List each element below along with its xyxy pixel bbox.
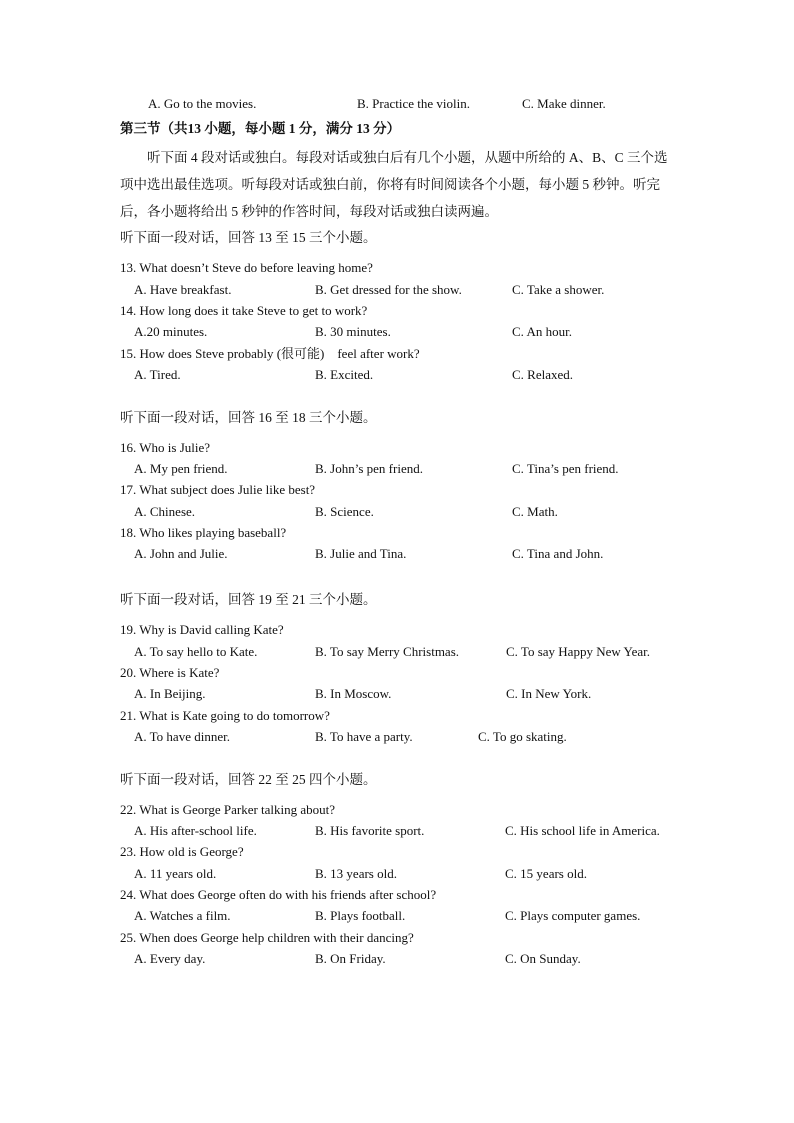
- question: 17. What subject does Julie like best?: [120, 482, 316, 497]
- option-b: B. John’s pen friend.: [315, 461, 423, 476]
- option-c: C. To say Happy New Year.: [506, 644, 651, 659]
- group-intro: 听下面一段对话，回答 16 至 18 三个小题。: [120, 410, 377, 425]
- option-c: C. 15 years old.: [505, 866, 587, 881]
- option-b: B. To say Merry Christmas.: [315, 644, 460, 659]
- question: 23. How old is George?: [120, 844, 244, 859]
- option-c: C. Plays computer games.: [505, 908, 641, 923]
- question: 20. Where is Kate?: [120, 665, 220, 680]
- question: 25. When does George help children with their dancing?: [120, 930, 414, 945]
- question: 24. What does George often do with his friends after school?: [120, 887, 437, 902]
- option-b: B. Julie and Tina.: [315, 546, 407, 561]
- option-a: A. Chinese.: [134, 504, 196, 519]
- option-c: C. Make dinner.: [522, 96, 606, 111]
- section-heading: 第三节（共13 小题，每小题 1 分，满分 13 分）: [120, 121, 401, 136]
- option-b: B. On Friday.: [315, 951, 386, 966]
- option-b: B. In Moscow.: [315, 686, 392, 701]
- question: 19. Why is David calling Kate?: [120, 622, 284, 637]
- question: 13. What doesn’t Steve do before leaving home?: [120, 260, 373, 275]
- option-a: A. 11 years old.: [134, 866, 217, 881]
- option-b: B. Excited.: [315, 367, 374, 382]
- option-c: C. Take a shower.: [512, 282, 605, 297]
- option-b: B. Practice the violin.: [357, 96, 471, 111]
- option-a: A. To have dinner.: [134, 729, 230, 744]
- option-b: B. Get dressed for the show.: [315, 282, 462, 297]
- section-instructions: 听下面 4 段对话或独白。每段对话或独白后有几个小题，从题中所给的 A、B、C 三个选项中选出最佳选项。听每段对话或独白前，你将有时间阅读各个小题，每小题 5 秒钟。听完后，各小题将给出 5 秒钟的作答时间，每段对话或独白读两遍。: [120, 150, 668, 219]
- question: 15. How does Steve probably (很可能) feel after work?: [120, 346, 420, 361]
- option-a: A. Go to the movies.: [148, 96, 257, 111]
- option-a: A. Watches a film.: [134, 908, 231, 923]
- group-intro: 听下面一段对话，回答 22 至 25 四个小题。: [120, 772, 377, 787]
- option-a: A. Every day.: [134, 951, 206, 966]
- question: 22. What is George Parker talking about?: [120, 802, 336, 817]
- question: 21. What is Kate going to do tomorrow?: [120, 708, 330, 723]
- option-c: C. Relaxed.: [512, 367, 574, 382]
- option-c: C. Tina and John.: [512, 546, 604, 561]
- option-b: B. His favorite sport.: [315, 823, 425, 838]
- question: 16. Who is Julie?: [120, 440, 211, 455]
- question: 18. Who likes playing baseball?: [120, 525, 287, 540]
- option-a: A. Have breakfast.: [134, 282, 232, 297]
- option-a: A.20 minutes.: [134, 324, 208, 339]
- option-a: A. His after-school life.: [134, 823, 257, 838]
- option-a: A. In Beijing.: [134, 686, 206, 701]
- option-b: B. 13 years old.: [315, 866, 397, 881]
- option-a: A. John and Julie.: [134, 546, 228, 561]
- option-c: C. In New York.: [506, 686, 592, 701]
- option-a: A. Tired.: [134, 367, 181, 382]
- option-c: C. An hour.: [512, 324, 572, 339]
- option-b: B. To have a party.: [315, 729, 413, 744]
- option-b: B. Science.: [315, 504, 374, 519]
- option-b: B. 30 minutes.: [315, 324, 391, 339]
- group-intro: 听下面一段对话，回答 19 至 21 三个小题。: [120, 592, 377, 607]
- option-a: A. My pen friend.: [134, 461, 228, 476]
- option-c: C. Math.: [512, 504, 558, 519]
- option-c: C. To go skating.: [478, 729, 567, 744]
- option-c: C. His school life in America.: [505, 823, 660, 838]
- question: 14. How long does it take Steve to get to work?: [120, 303, 368, 318]
- option-c: C. Tina’s pen friend.: [512, 461, 619, 476]
- group-intro: 听下面一段对话，回答 13 至 15 三个小题。: [120, 230, 377, 245]
- option-a: A. To say hello to Kate.: [134, 644, 258, 659]
- option-c: C. On Sunday.: [505, 951, 581, 966]
- option-b: B. Plays football.: [315, 908, 406, 923]
